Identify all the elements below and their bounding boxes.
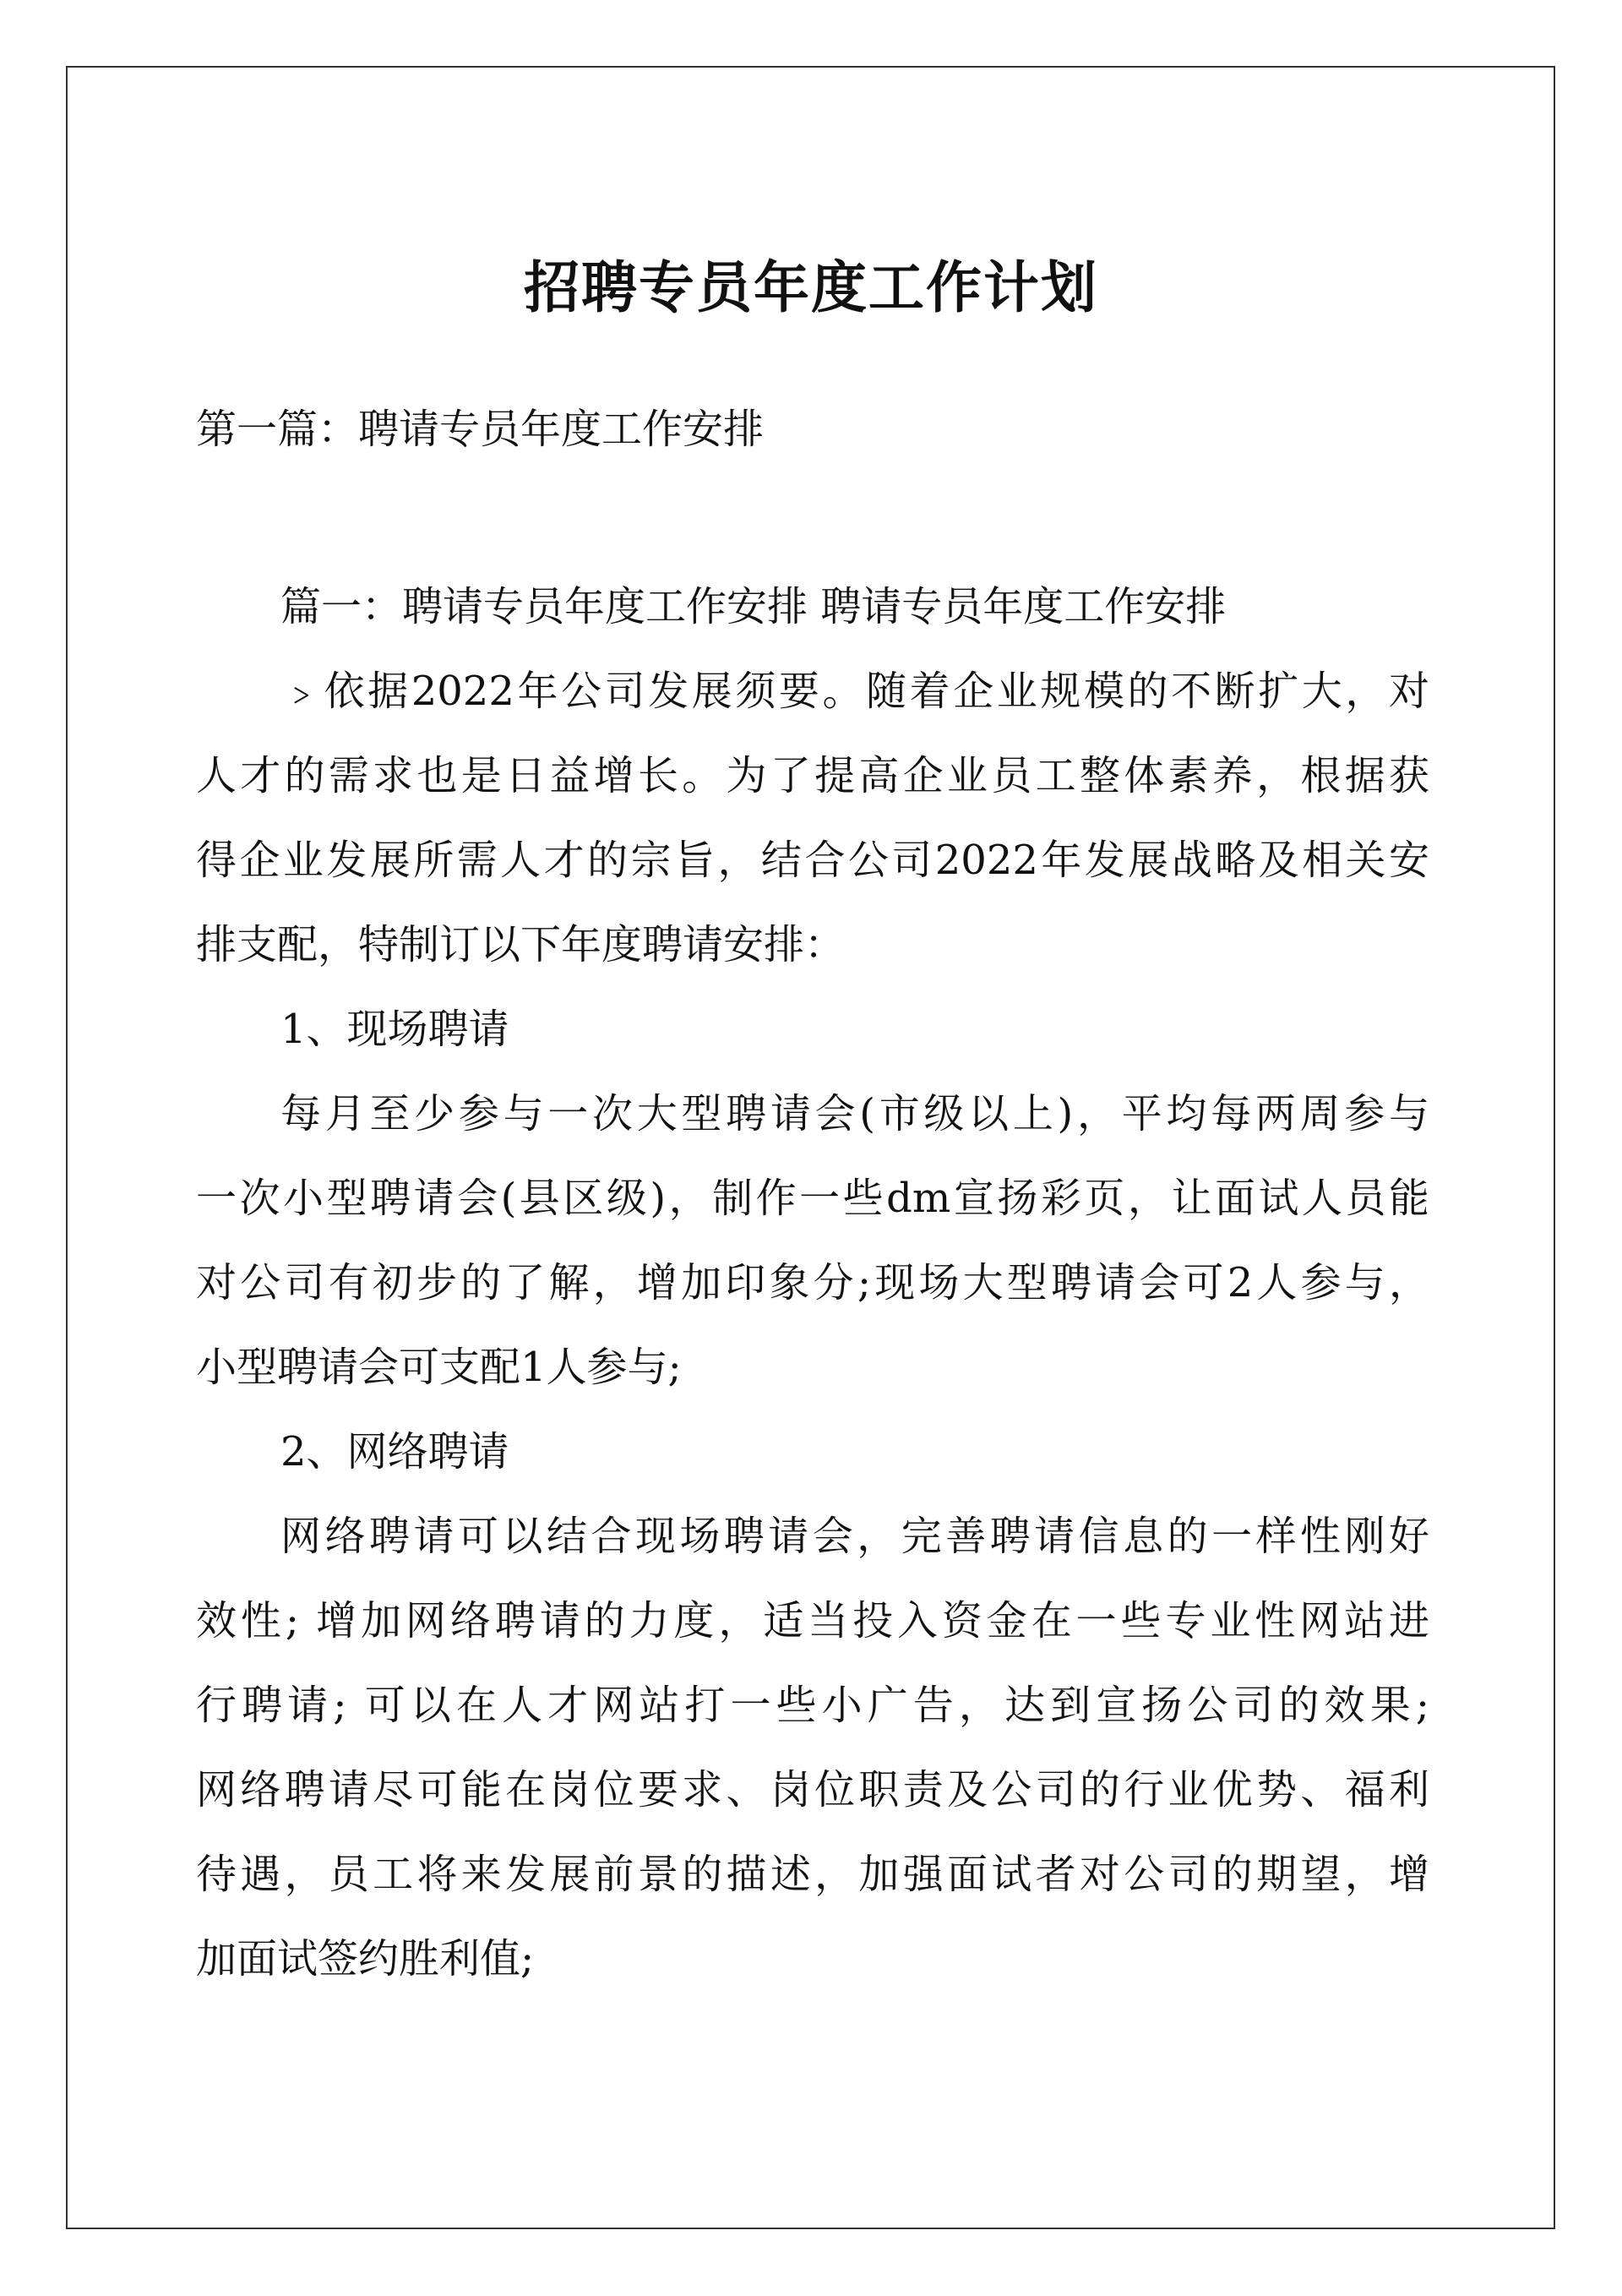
body-line: 待遇，员工将来发展前景的描述，加强面试者对公司的期望，增 — [196, 1851, 1429, 1898]
body-line: ﹥依据2022年公司发展须要。随着企业规模的不断扩大，对 — [280, 668, 1429, 715]
document-body — [196, 564, 1429, 2001]
body-line: 行聘请; 可以在人才网站打一些小广告，达到宣扬公司的效果; — [196, 1682, 1429, 1729]
body-line: 人才的需求也是日益增长。为了提高企业员工整体素养，根据获 — [196, 752, 1429, 799]
body-line: 加面试签约胜利值; — [196, 1935, 535, 1982]
body-line: 得企业发展所需人才的宗旨，结合公司2022年发展战略及相关安 — [196, 837, 1429, 884]
body-line: 2、网络聘请 — [280, 1428, 509, 1475]
body-line: 篇一：聘请专员年度工作安排 聘请专员年度工作安排 — [280, 583, 1227, 630]
document-title: 招聘专员年度工作计划 — [524, 254, 1098, 320]
body-line: 对公司有初步的了解，增加印象分;现场大型聘请会可2人参与， — [196, 1259, 1429, 1306]
body-line: 每月至少参与一次大型聘请会(市级以上)，平均每两周参与 — [280, 1090, 1429, 1137]
body-line: 一次小型聘请会(县区级)，制作一些dm宣扬彩页，让面试人员能 — [196, 1175, 1429, 1222]
body-line: 小型聘请会可支配1人参与; — [196, 1344, 682, 1391]
body-line: 效性; 增加网络聘请的力度，适当投入资金在一些专业性网站进 — [196, 1597, 1429, 1644]
body-line: 排支配，特制订以下年度聘请安排： — [196, 921, 846, 968]
body-line: 网络聘请尽可能在岗位要求、岗位职责及公司的行业优势、福利 — [196, 1766, 1429, 1813]
section-heading: 第一篇：聘请专员年度工作安排 — [196, 406, 765, 453]
body-line: 网络聘请可以结合现场聘请会，完善聘请信息的一样性刚好 — [280, 1513, 1429, 1560]
body-line: 1、现场聘请 — [280, 1006, 509, 1053]
